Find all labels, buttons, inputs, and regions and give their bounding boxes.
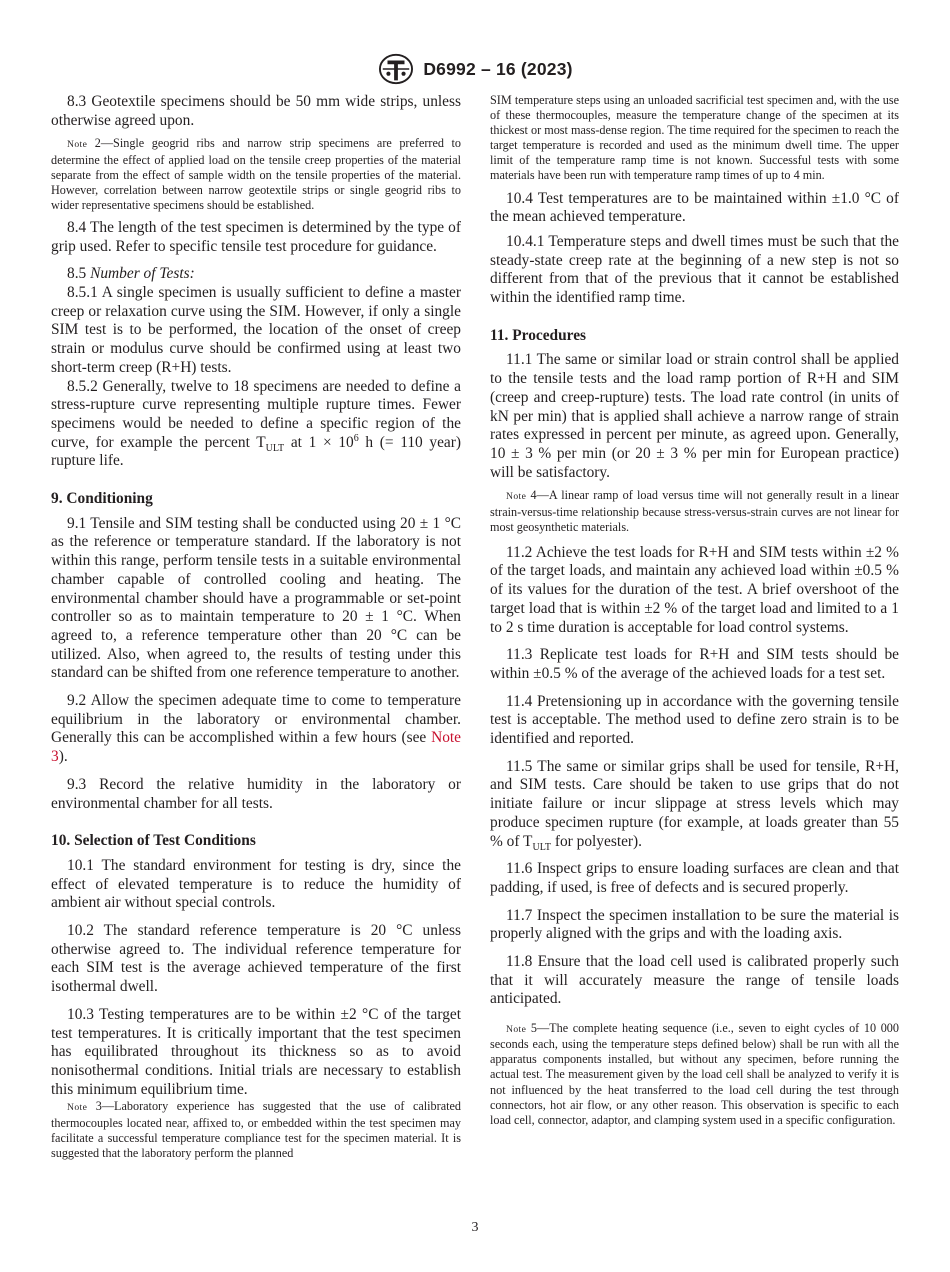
section-11-5-text-a: 11.5 The same or similar grips shall be used for tensile, R+H, and SIM tests. Care should be taken to use grips that do not initiate failure or incur slippage at stress levels which may produce specimen rupture (for example, at loads greater than 55 % of T [490, 757, 899, 850]
exponent-superscript: 6 [353, 432, 359, 444]
note-2-label: Note [67, 139, 88, 151]
note-3-text: 3—Laboratory experience has suggested that the use of calibrated thermocouples located near, affixed to, or embedded within the test specimen may facilitate a successful temperature compliance test for the specimen material. It is suggested that the laboratory perform the planned [51, 1099, 461, 1160]
section-8-5-number: 8.5 [67, 265, 91, 283]
left-column [51, 93, 461, 1161]
t-ult-subscript: ULT [532, 841, 551, 853]
note-2 [51, 136, 461, 212]
section-11-4: 11.4 Pretensioning up in accordance with the governing tensile test is acceptable. The method used to define zero strain is to be identified and reported. [490, 692, 899, 748]
section-8-4: 8.4 The length of the test specimen is determined by the type of grip used. Refer to specific tensile test procedure for guidance. [51, 218, 461, 255]
note-4-label: Note [506, 491, 527, 503]
section-9-2-text-b: ). [58, 748, 68, 766]
t-ult-subscript: ULT [265, 442, 285, 454]
section-10-1: 10.1 The standard environment for testing is dry, since the effect of elevated temperature is to reduce the humidity of ambient air without special controls. [51, 856, 461, 912]
note-2-text: 2—Single geogrid ribs and narrow strip specimens are preferred to determine the effect of applied load on the tensile creep properties of the material separate from the effect of sample width on the tensile properties of the material. However, correlation between narrow geotextile strips or single geogrid ribs to wider representative specimens should be established. [51, 136, 461, 212]
section-10-4-1: 10.4.1 Temperature steps and dwell times must be such that the steady-state creep rate at the beginning of a new step is not so different from that of the previous that it cannot be established within the identified ramp time. [490, 232, 899, 307]
right-column [490, 93, 899, 1128]
section-10-2: 10.2 The standard reference temperature is 20 °C unless otherwise agreed to. The individual reference temperature for each SIM test is the average achieved temperature of the first isothermal dwell. [51, 922, 461, 996]
section-10-heading: 10. Selection of Test Conditions [51, 832, 256, 850]
note-3-link[interactable]: Note 3 [51, 729, 461, 766]
note-5-label: Note [506, 1024, 527, 1036]
section-11-5-text-b: for polyester). [551, 832, 643, 850]
section-11-8: 11.8 Ensure that the load cell used is calibrated properly such that it will accurately measure the range of tensile loads anticipated. [490, 953, 899, 1008]
section-11-3: 11.3 Replicate test loads for R+H and SIM tests should be within ±0.5 % of the average of the achieved loads for a test set. [490, 646, 899, 682]
page-header [0, 52, 950, 86]
section-8-3: 8.3 Geotextile specimens should be 50 mm wide strips, unless otherwise agreed upon. [51, 93, 461, 129]
section-11-7: 11.7 Inspect the specimen installation to be sure the material is properly aligned with the grips and with the loading axis. [490, 906, 899, 943]
note-5 [490, 1021, 899, 1128]
section-11-1: 11.1 The same or similar load or strain control shall be applied to the tensile tests and the load ramp portion of R+H and SIM (creep and creep-rupture) tests. The load rate control (in units of kN per min) that is applied shall achieve a narrow range of strain rates expressed in percent per minute, as agreed upon. Generally, 10 ± 3 % per min (or 20 ± 3 % per min for European practice) will be satisfactory. [490, 351, 899, 481]
section-11-heading: 11. Procedures [490, 326, 587, 344]
note-3-label: Note [67, 1102, 88, 1114]
section-8-5-1: 8.5.1 A single specimen is usually sufficient to define a master creep or relaxation curve using the SIM. However, if only a single SIM test is to be performed, the location of the onset of creep strain or modulus curve should be confirmed using at least two short-term creep (R+H) tests. [51, 283, 461, 376]
section-8-5-title: Number of Tests: [90, 265, 195, 283]
section-9-2 [51, 692, 461, 767]
section-8-5-2 [51, 378, 461, 472]
section-9-heading: 9. Conditioning [51, 490, 153, 508]
note-5-text: 5—The complete heating sequence (i.e., seven to eight cycles of 10 000 seconds each, using the temperature steps defined below) shall be run with all the apparatus components installed, but without any specimen, before running the actual test. The measurement given by the load cell shall be analyzed to verify it is not influenced by the heat transferred to the load cell during the test through connectors, hot air flow, or any other reason. This observation is specific to each load cell, connector, adaptor, and clamping system used in a specific configuration. [490, 1021, 899, 1127]
page-number: 3 [471, 1220, 479, 1235]
section-8-5-2-text-b: at 1 × 10 [284, 433, 354, 451]
note-3 [51, 1099, 461, 1160]
note-3-continued: SIM temperature steps using an unloaded sacrificial test specimen and, with the use of these thermocouples, measure the temperature change of the specimen at its thickest or most mass-dense region. The time required for the specimen to reach the target temperature is recorded and used as the minimum dwell time. The upper limit of the temperature ramp time is not known. Successful tests with some materials have been run with temperature ramp times of up to 4 min. [490, 93, 899, 183]
document-designation: D6992 – 16 (2023) [423, 58, 573, 79]
section-8-5-2-text-c: h (= 110 year) rupture life. [51, 433, 462, 470]
section-8-5-2-text-a: 8.5.2 Generally, twelve to 18 specimens are needed to define a stress-rupture curve representing multiple rupture times. Fewer specimens would be needed to define a specific region of the curve, for example the percent T [51, 377, 461, 451]
section-10-3: 10.3 Testing temperatures are to be within ±2 °C of the target test temperatures. It is critically important that the test specimen has equilibrated throughout its thickness so as to avoid nonisothermal conditions. Initial trials are necessary to establish this minimum equilibrium time. [51, 1005, 461, 1098]
note-4-text: 4—A linear ramp of load versus time will not generally result in a linear strain-versus-time relationship because stress-versus-strain curves are not linear for most geosynthetic materials. [490, 488, 899, 534]
section-11-2: 11.2 Achieve the test loads for R+H and SIM tests within ±2 % of the target loads, and maintain any achieved load within ±0.5 % of its values for the duration of the test. A brief overshoot of the target load that is within ±2 % of the target load and limited to a 1 to 2 s time duration is acceptable for load control systems. [490, 543, 899, 636]
note-4 [490, 488, 899, 534]
section-9-3: 9.3 Record the relative humidity in the laboratory or environmental chamber for all tests. [51, 775, 461, 812]
astm-logo-icon [377, 52, 415, 86]
section-8-5 [51, 265, 461, 284]
section-11-6: 11.6 Inspect grips to ensure loading surfaces are clean and that padding, if used, is free of defects and is secured properly. [490, 860, 899, 896]
section-9-2-text-a: 9.2 Allow the specimen adequate time to come to temperature equilibrium in the laboratory or environmental chamber. Generally this can be accomplished within a few hours (see [51, 692, 461, 747]
section-9-1: 9.1 Tensile and SIM testing shall be conducted using 20 ± 1 °C as the reference or temperature standard. If the laboratory is not within this range, perform tensile tests in a suitable environmental chamber capable of controlled cooling and heating. The environmental chamber should have a programmable or set-point controller so as to maintain temperature to 20 ± 1 °C. When agreed to, a reference temperature other than 20 °C can be utilized. Also, when agreed to, the results of testing under this standard can be shifted from one reference temperature to another. [51, 514, 461, 682]
section-11-5 [490, 758, 899, 852]
section-10-4: 10.4 Test temperatures are to be maintained within ±1.0 °C of the mean achieved temperature. [490, 189, 899, 226]
